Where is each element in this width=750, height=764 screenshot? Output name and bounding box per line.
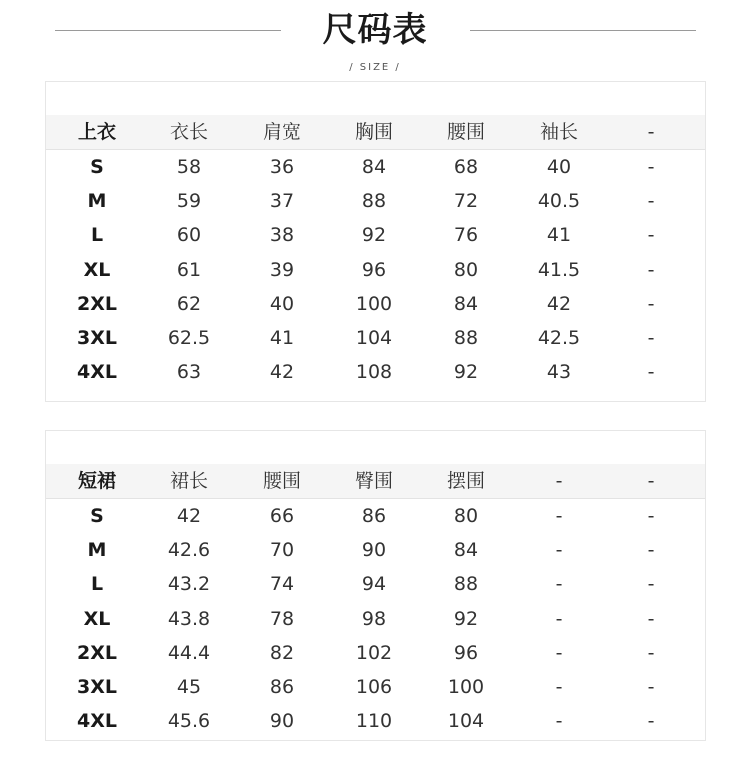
table-cell: - (647, 641, 655, 664)
table-cell: 86 (269, 676, 295, 698)
size-label: S (90, 505, 104, 527)
table-cell: - (647, 292, 655, 315)
header-cells (46, 464, 705, 498)
table-cell: 42 (176, 505, 202, 527)
page-title: 尺码表 (322, 10, 428, 50)
column-header: - (555, 470, 563, 492)
table-row (46, 253, 705, 287)
size-label: 3XL (77, 327, 117, 349)
table-cell: 98 (361, 607, 387, 630)
size-label: 2XL (77, 641, 117, 664)
column-header: 衣长 (169, 121, 208, 143)
table-cell: 39 (269, 258, 295, 281)
table-cell: 106 (355, 676, 393, 698)
size-label: S (90, 156, 104, 178)
table-cell: - (647, 190, 655, 213)
table-cell: - (555, 676, 563, 698)
table-cell: 90 (361, 539, 387, 562)
table-cell: 37 (269, 190, 295, 213)
table-cell: - (647, 676, 655, 698)
table-cell: 70 (269, 539, 295, 562)
table-cell: - (647, 505, 655, 527)
table-cell: 41 (546, 224, 572, 247)
table-cell: 88 (361, 190, 387, 213)
size-label: L (90, 573, 104, 596)
table-cell: - (555, 641, 563, 664)
column-header: 短裙 (77, 470, 116, 492)
table-cell: 80 (453, 258, 479, 281)
table-cell: 41 (269, 327, 295, 349)
table-cell: 68 (453, 156, 479, 178)
column-header: 腰围 (446, 121, 485, 143)
table-cell: 102 (355, 641, 393, 664)
table-cell: 63 (176, 361, 202, 384)
table-cell: 104 (447, 710, 485, 733)
table-row (46, 184, 705, 218)
table-cell: 96 (453, 641, 479, 664)
table-cell: - (555, 710, 563, 733)
table-cell: 84 (453, 292, 479, 315)
table-cell: 94 (361, 573, 387, 596)
table-cell: - (647, 361, 655, 384)
table-cell: 92 (361, 224, 387, 247)
table-row (46, 499, 705, 533)
table-cell: 36 (269, 156, 295, 178)
table-cell: - (647, 258, 655, 281)
table-cell: - (647, 573, 655, 596)
size-label: 4XL (77, 361, 117, 384)
table-cell: 43.8 (167, 607, 211, 630)
table-row (46, 704, 705, 738)
table-cell: - (647, 539, 655, 562)
table-row (46, 218, 705, 252)
table-row (46, 567, 705, 601)
table-row (46, 287, 705, 321)
table-cell: 42 (546, 292, 572, 315)
size-label: L (90, 224, 104, 247)
table-cell: - (647, 224, 655, 247)
size-label: M (87, 539, 107, 562)
column-header: 摆围 (446, 470, 485, 492)
table-cell: 45 (176, 676, 202, 698)
table-cell: 62.5 (167, 327, 211, 349)
table-cell: 92 (453, 361, 479, 384)
table-row (46, 636, 705, 670)
table-cell: 96 (361, 258, 387, 281)
table-cell: 100 (355, 292, 393, 315)
table-cell: 40 (269, 292, 295, 315)
size-label: XL (83, 607, 111, 630)
table-cell: 40.5 (537, 190, 581, 213)
table-row (46, 602, 705, 636)
table-cell: 40 (546, 156, 572, 178)
size-label: M (87, 190, 107, 213)
table-cell: 60 (176, 224, 202, 247)
column-header: 袖长 (539, 121, 578, 143)
table-cell: 84 (453, 539, 479, 562)
page-subtitle: / SIZE / (349, 62, 401, 73)
table-cell: 90 (269, 710, 295, 733)
table-cell: 44.4 (167, 641, 211, 664)
table-cell: 38 (269, 224, 295, 247)
table-cell: 82 (269, 641, 295, 664)
table-cell: 108 (355, 361, 393, 384)
table-cell: 43 (546, 361, 572, 384)
column-header: 胸围 (354, 121, 393, 143)
table-cell: - (555, 505, 563, 527)
table-cell: 62 (176, 292, 202, 315)
table-cell: 84 (361, 156, 387, 178)
table-cell: 86 (361, 505, 387, 527)
table-cell: 74 (269, 573, 295, 596)
table-cell: 59 (176, 190, 202, 213)
column-header: - (647, 121, 655, 143)
table-row (46, 150, 705, 184)
table-row (46, 355, 705, 389)
top-size-table (45, 81, 706, 402)
table-cell: 78 (269, 607, 295, 630)
table-cell: 92 (453, 607, 479, 630)
table-cell: - (647, 607, 655, 630)
table-cell: 58 (176, 156, 202, 178)
table-cell: 42.5 (537, 327, 581, 349)
column-header: 裙长 (169, 470, 208, 492)
table-cell: - (647, 156, 655, 178)
table-row (46, 321, 705, 355)
size-label: 3XL (77, 676, 117, 698)
table-cell: - (555, 607, 563, 630)
column-header: 腰围 (262, 470, 301, 492)
table-cell: - (647, 327, 655, 349)
column-header: - (647, 470, 655, 492)
header-cells (46, 115, 705, 149)
table-cell: 80 (453, 505, 479, 527)
size-label: 4XL (77, 710, 117, 733)
table-cell: 42 (269, 361, 295, 384)
table-cell: 88 (453, 573, 479, 596)
table-cell: 45.6 (167, 710, 211, 733)
size-label: 2XL (77, 292, 117, 315)
table-cell: 66 (269, 505, 295, 527)
table-cell: 104 (355, 327, 393, 349)
size-label: XL (83, 258, 111, 281)
table-cell: - (555, 539, 563, 562)
table-cell: 41.5 (537, 258, 581, 281)
table-cell: - (647, 710, 655, 733)
table-cell: 88 (453, 327, 479, 349)
table-cell: 42.6 (167, 539, 211, 562)
skirt-size-table (45, 430, 706, 741)
table-row (46, 670, 705, 704)
column-header: 臀围 (354, 470, 393, 492)
table-cell: 61 (176, 258, 202, 281)
column-header: 上衣 (77, 121, 116, 143)
table-cell: 43.2 (167, 573, 211, 596)
table-row (46, 533, 705, 567)
table-cell: 72 (453, 190, 479, 213)
table-cell: - (555, 573, 563, 596)
table-cell: 110 (355, 710, 393, 733)
table-cell: 100 (447, 676, 485, 698)
column-header: 肩宽 (262, 121, 301, 143)
table-cell: 76 (453, 224, 479, 247)
